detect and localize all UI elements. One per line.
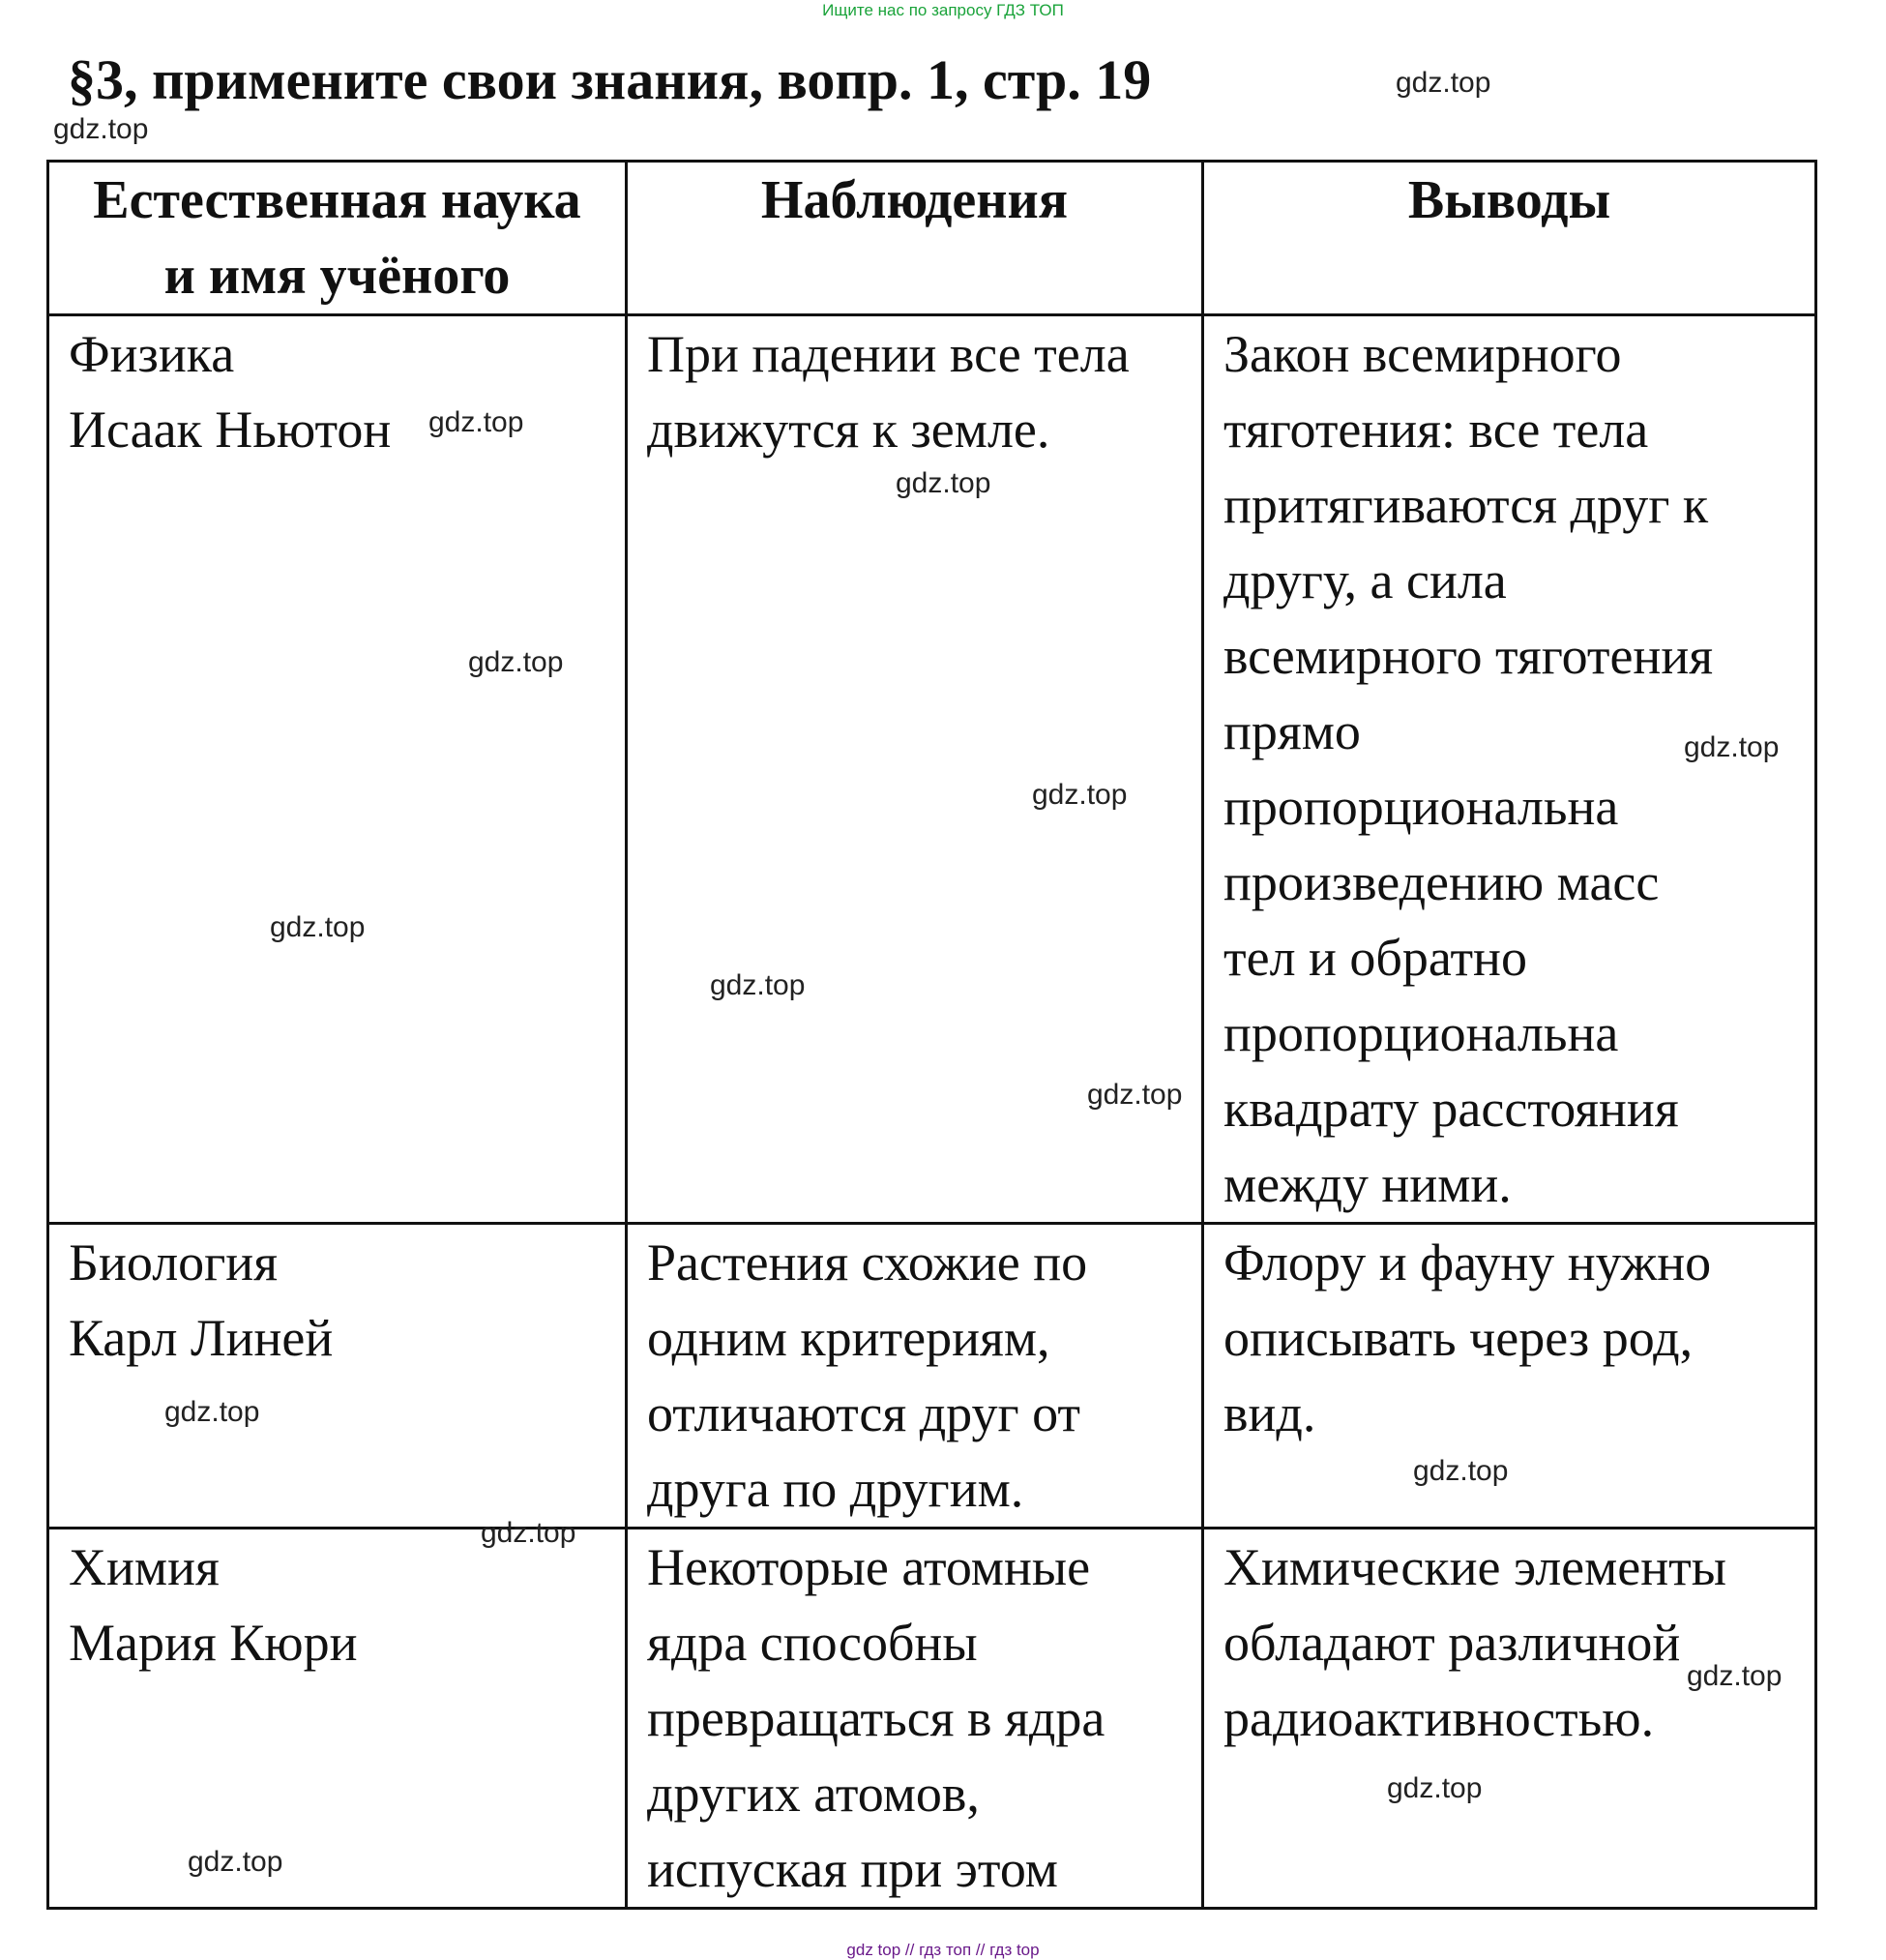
- cell-observation: При падении все тела движутся к земле.: [627, 315, 1203, 1224]
- watermark: gdz.top: [468, 646, 564, 678]
- watermark: gdz.top: [1687, 1660, 1783, 1692]
- watermark: gdz.top: [1413, 1455, 1509, 1487]
- answer-table: [46, 160, 1817, 1910]
- cell-observation: Некоторые атомные ядра способны превращаться в ядра других атомов, испуская при этом: [627, 1529, 1203, 1909]
- top-banner: Ищите нас по запросу ГДЗ ТОП: [822, 1, 1064, 19]
- scientist-name: Карл Линей: [69, 1309, 334, 1367]
- watermark: gdz.top: [896, 467, 991, 499]
- cell-observation: Растения схожие по одним критериям, отличаются друг от друга по другим.: [627, 1224, 1203, 1529]
- watermark: gdz.top: [481, 1517, 576, 1549]
- scientist-name: Исаак Ньютон: [69, 401, 392, 459]
- watermark: gdz.top: [188, 1846, 283, 1878]
- cell-science: [48, 1224, 627, 1529]
- cell-conclusion: Закон всемирного тяготения: все тела притягиваются друг к другу, а сила всемирного тяготения прямо пропорциональна произведению масс тел и обратно пропорциональна квадрату расстояния между ними.: [1203, 315, 1816, 1224]
- header-observations: Наблюдения: [627, 162, 1203, 315]
- table-row: [48, 1529, 1816, 1909]
- watermark: gdz.top: [1684, 731, 1780, 763]
- watermark: gdz.top: [270, 911, 366, 943]
- table-header-row: [48, 162, 1816, 315]
- science-name: Химия: [69, 1538, 220, 1596]
- cell-science: [48, 1529, 627, 1909]
- cell-science: [48, 315, 627, 1224]
- header-science: Естественная наука и имя учёного: [48, 162, 627, 315]
- header-conclusions: Выводы: [1203, 162, 1816, 315]
- table-row: [48, 315, 1816, 1224]
- watermark: gdz.top: [1396, 67, 1491, 99]
- watermark: gdz.top: [1032, 779, 1128, 811]
- watermark: gdz.top: [164, 1396, 260, 1428]
- scientist-name: Мария Кюри: [69, 1614, 358, 1672]
- science-name: Физика: [69, 325, 235, 383]
- watermark: gdz.top: [1387, 1772, 1483, 1804]
- watermark: gdz.top: [1087, 1079, 1183, 1111]
- footer: gdz top // гдз топ // гдз top: [846, 1941, 1040, 1959]
- cell-conclusion: Флору и фауну нужно описывать через род, вид.: [1203, 1224, 1816, 1529]
- watermark: gdz.top: [53, 113, 149, 145]
- page-title: §3, примените свои знания, вопр. 1, стр. 19: [68, 48, 1152, 111]
- cell-conclusion: Химические элементы обладают различной радиоактивностью.: [1203, 1529, 1816, 1909]
- watermark: gdz.top: [710, 969, 806, 1001]
- table-row: [48, 1224, 1816, 1529]
- science-name: Биология: [69, 1233, 279, 1292]
- watermark: gdz.top: [428, 406, 524, 438]
